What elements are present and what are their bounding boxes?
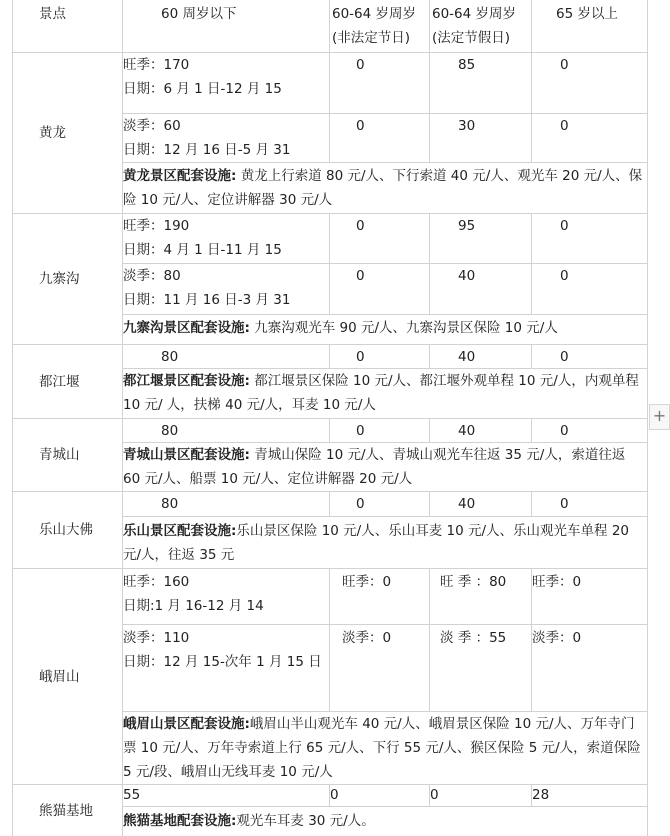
jiuzhaigou-peak-workday: 0 [330,214,430,264]
panda-over65: 28 [532,785,648,807]
jiuzhaigou-off-holiday: 40 [430,264,532,315]
spot-qingchengshan: 青城山 [12,419,123,492]
emeishan-off-price: 淡季：110 日期：12 月 15-次年 1 月 15 日 [123,625,330,712]
huanglong-off-holiday: 30 [430,114,532,163]
huanglong-peak-workday: 0 [330,53,430,114]
huanglong-peak-holiday: 85 [430,53,532,114]
emeishan-peak-holiday: 旺 季 ：80 [430,569,532,625]
jiuzhaigou-facilities: 九寨沟景区配套设施: 九寨沟观光车 90 元/人、九寨沟景区保险 10 元/人 [123,315,648,345]
spot-huanglong: 黄龙 [12,53,123,214]
jiuzhaigou-peak-holiday: 95 [430,214,532,264]
add-icon[interactable]: + [649,404,670,430]
emeishan-peak-workday: 旺季：0 [330,569,430,625]
jiuzhaigou-peak-over65: 0 [532,214,648,264]
dujiangyan-holiday: 40 [430,345,532,369]
panda-price: 55 [123,785,330,807]
emeishan-off-workday: 淡季：0 [330,625,430,712]
huanglong-peak-over65: 0 [532,53,648,114]
ticket-price-table [12,0,648,836]
leshan-holiday: 40 [430,492,532,517]
emeishan-off-over65: 淡季：0 [532,625,648,712]
emeishan-peak-price: 旺季：160 日期:1 月 16-12 月 14 [123,569,330,625]
qingchengshan-price: 80 [123,419,330,443]
jiuzhaigou-off-price: 淡季：80 日期：11 月 16 日-3 月 31 [123,264,330,315]
panda-workday: 0 [330,785,430,807]
panda-holiday: 0 [430,785,532,807]
huanglong-off-over65: 0 [532,114,648,163]
spot-emeishan: 峨眉山 [12,569,123,785]
jiuzhaigou-off-over65: 0 [532,264,648,315]
huanglong-off-price: 淡季：60 日期：12 月 16 日-5 月 31 [123,114,330,163]
dujiangyan-over65: 0 [532,345,648,369]
spot-leshan: 乐山大佛 [12,492,123,569]
header-spot: 景点 [12,0,123,53]
qingchengshan-over65: 0 [532,419,648,443]
leshan-over65: 0 [532,492,648,517]
header-60-64-workday: 60-64 岁周岁 (非法定节日) [330,0,430,53]
huanglong-facilities: 黄龙景区配套设施: 黄龙上行索道 80 元/人、下行索道 40 元/人、观光车 20 元/人、保险 10 元/人、定位讲解器 30 元/人 [123,163,648,214]
panda-facilities: 熊猫基地配套设施:观光车耳麦 30 元/人。 [123,807,648,836]
spot-jiuzhaigou: 九寨沟 [12,214,123,345]
dujiangyan-facilities: 都江堰景区配套设施: 都江堰景区保险 10 元/人、都江堰外观单程 10 元/人，内观单程 10 元/ 人，扶梯 40 元/人，耳麦 10 元/人 [123,369,648,419]
header-under-60: 60 周岁以下 [123,0,330,53]
header-60-64-holiday: 60-64 岁周岁 (法定节假日) [430,0,532,53]
dujiangyan-price: 80 [123,345,330,369]
jiuzhaigou-off-workday: 0 [330,264,430,315]
emeishan-peak-over65: 旺季：0 [532,569,648,625]
emeishan-off-holiday: 淡 季 ：55 [430,625,532,712]
spot-dujiangyan: 都江堰 [12,345,123,419]
huanglong-peak-price: 旺季：170 日期：6 月 1 日-12 月 15 [123,53,330,114]
dujiangyan-workday: 0 [330,345,430,369]
jiuzhaigou-peak-price: 旺季：190 日期：4 月 1 日-11 月 15 [123,214,330,264]
qingchengshan-facilities: 青城山景区配套设施: 青城山保险 10 元/人、青城山观光车往返 35 元/人，索道往返 60 元/人、船票 10 元/人、定位讲解器 20 元/人 [123,443,648,492]
qingchengshan-workday: 0 [330,419,430,443]
leshan-price: 80 [123,492,330,517]
spot-panda-base: 熊猫基地 [12,785,123,836]
leshan-workday: 0 [330,492,430,517]
leshan-facilities: 乐山景区配套设施:乐山景区保险 10 元/人、乐山耳麦 10 元/人、乐山观光车单程 20 元/人，往返 35 元 [123,517,648,569]
emeishan-facilities: 峨眉山景区配套设施:峨眉山半山观光车 40 元/人、峨眉景区保险 10 元/人、万年寺门票 10 元/人、万年寺索道上行 65 元/人、下行 55 元/人、猴区保险 5 元/人，索道保险 5 元/段、峨眉山无线耳麦 10 元/人 [123,712,648,785]
qingchengshan-holiday: 40 [430,419,532,443]
huanglong-off-workday: 0 [330,114,430,163]
header-over-65: 65 岁以上 [532,0,648,53]
